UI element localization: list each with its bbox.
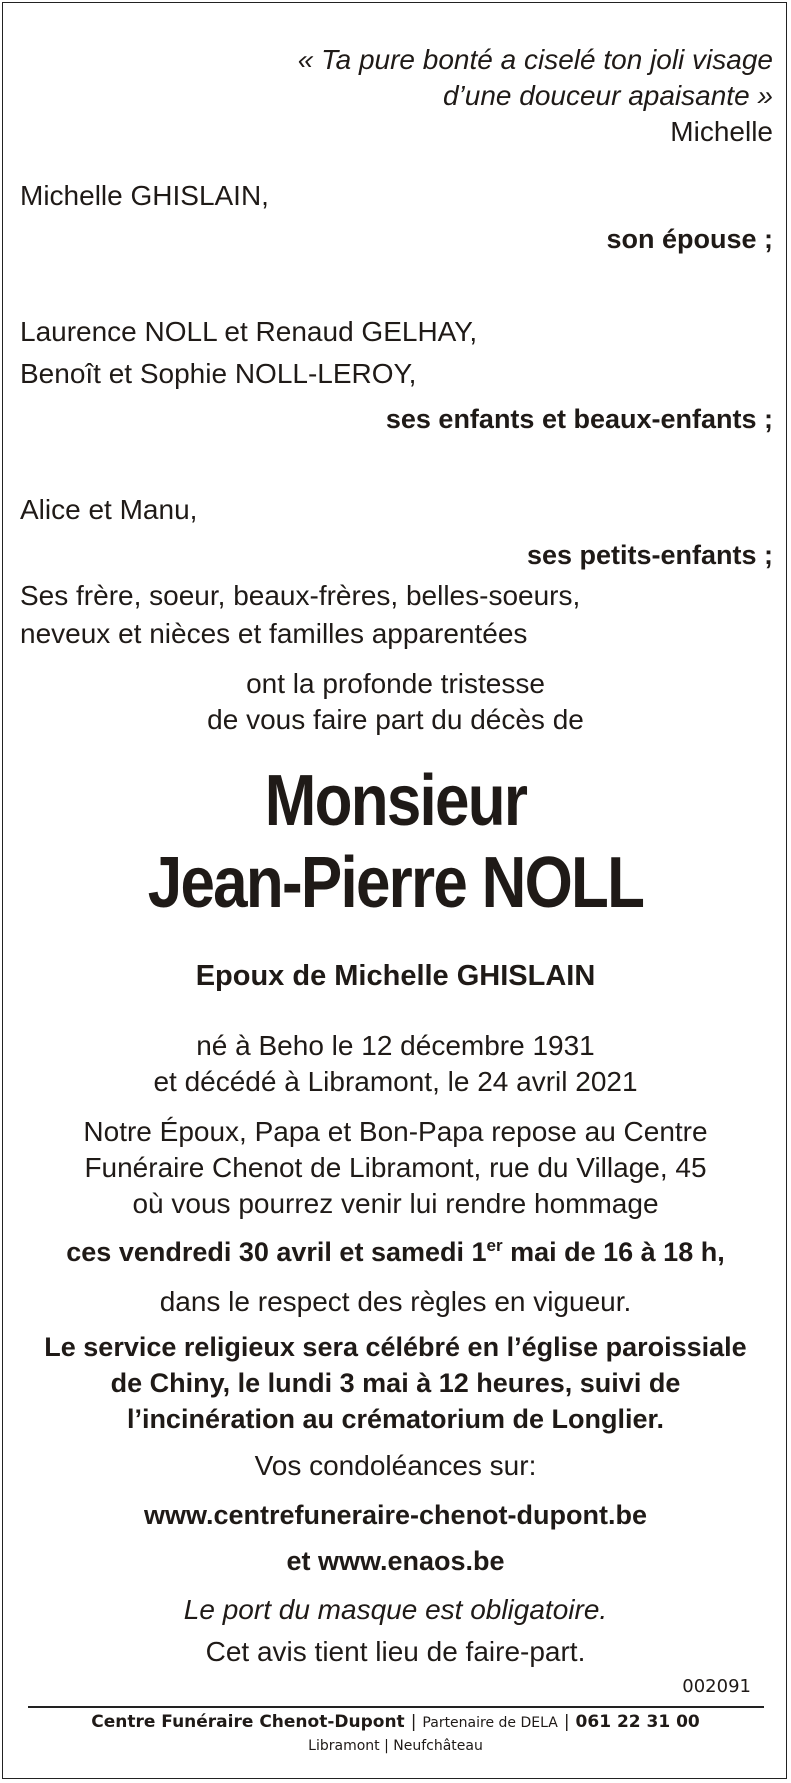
deceased-name: Jean-Pierre NOLL bbox=[147, 843, 644, 923]
website-link-1[interactable]: www.centrefuneraire-chenot-dupont.be bbox=[143, 1500, 648, 1530]
visit-hours bbox=[0, 1236, 791, 1268]
footer-divider bbox=[28, 1706, 764, 1708]
website-link-2[interactable]: et www.enaos.be bbox=[286, 1546, 505, 1576]
quote-line-2: d’une douceur apaisante » bbox=[442, 80, 773, 111]
grandchildren-name: Alice et Manu, bbox=[20, 494, 198, 525]
reference-number: 002091 bbox=[682, 1676, 751, 1697]
birth-line: né à Beho le 12 décembre 1931 bbox=[196, 1030, 595, 1061]
footer-locations: Libramont | Neufchâteau bbox=[308, 1738, 483, 1754]
footer-partner: Partenaire de DELA bbox=[422, 1715, 558, 1731]
footer-phone: 061 22 31 00 bbox=[575, 1712, 700, 1732]
announcement-line-1: ont la profonde tristesse bbox=[246, 668, 545, 699]
service-line-2: de Chiny, le lundi 3 mai à 12 heures, suivi de bbox=[110, 1368, 681, 1398]
visit-part-1: ces vendredi 30 avril et samedi 1 bbox=[66, 1237, 487, 1267]
mask-notice: Le port du masque est obligatoire. bbox=[183, 1594, 608, 1625]
rest-line-3: où vous pourrez venir lui rendre hommage bbox=[132, 1188, 659, 1219]
others-line-2: neveux et nièces et familles apparentées bbox=[20, 618, 528, 649]
deceased-relation: Epoux de Michelle GHISLAIN bbox=[195, 960, 596, 992]
announcement-line-2: de vous faire part du décès de bbox=[207, 704, 584, 735]
footer-company: Centre Funéraire Chenot-Dupont bbox=[91, 1712, 405, 1732]
rules-line: dans le respect des règles en vigueur. bbox=[159, 1286, 632, 1317]
footer-bar: Centre Funéraire Chenot-Dupont | Partenaire de DELA | 061 22 31 00 bbox=[91, 1712, 700, 1732]
notice-line: Cet avis tient lieu de faire-part. bbox=[205, 1636, 586, 1667]
rest-line-1: Notre Époux, Papa et Bon-Papa repose au Centre bbox=[83, 1116, 708, 1147]
condolences-label: Vos condoléances sur: bbox=[254, 1450, 537, 1481]
children-role: ses enfants et beaux-enfants ; bbox=[385, 404, 773, 434]
children-line-1: Laurence NOLL et Renaud GELHAY, bbox=[20, 316, 478, 347]
grandchildren-role: ses petits-enfants ; bbox=[526, 540, 773, 570]
children-line-2: Benoît et Sophie NOLL-LEROY, bbox=[20, 358, 417, 389]
quote-author: Michelle bbox=[670, 116, 773, 147]
service-line-3: l’incinération au crématorium de Longlier. bbox=[126, 1404, 665, 1434]
visit-superscript: er bbox=[486, 1236, 503, 1255]
rest-line-2: Funéraire Chenot de Libramont, rue du Village, 45 bbox=[84, 1152, 707, 1183]
service-line-1: Le service religieux sera célébré en l’église paroissiale bbox=[44, 1332, 747, 1362]
others-line-1: Ses frère, soeur, beaux-frères, belles-soeurs, bbox=[20, 580, 581, 611]
spouse-name: Michelle GHISLAIN, bbox=[20, 180, 269, 211]
quote-line-1: « Ta pure bonté a ciselé ton joli visage bbox=[297, 44, 773, 75]
death-line: et décédé à Libramont, le 24 avril 2021 bbox=[153, 1066, 638, 1097]
deceased-title: Monsieur bbox=[264, 761, 527, 841]
visit-part-2: mai de 16 à 18 h, bbox=[502, 1237, 725, 1267]
spouse-role: son épouse ; bbox=[606, 224, 773, 254]
